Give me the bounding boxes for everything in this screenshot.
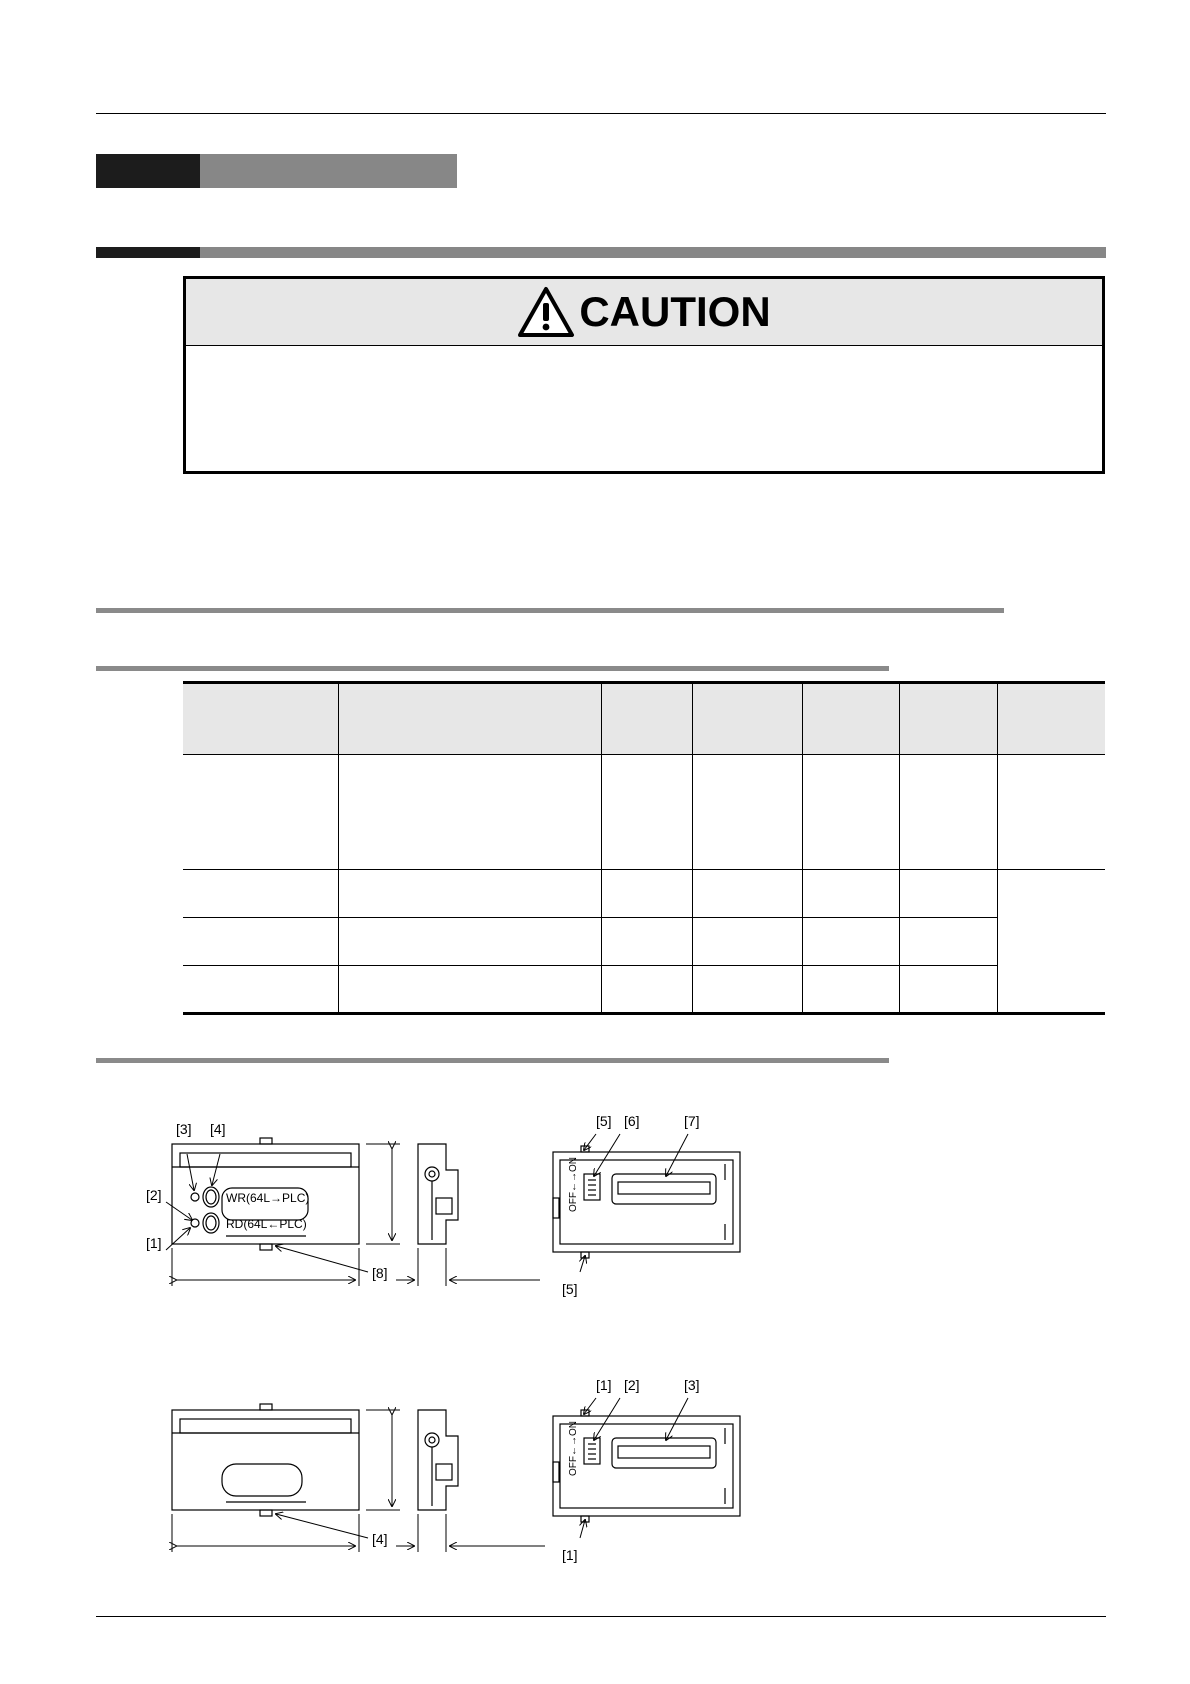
table-cell — [692, 918, 802, 966]
chapter-heading-bar — [200, 154, 457, 188]
caution-box — [183, 276, 1105, 474]
table-cell — [692, 966, 802, 1014]
callout-5-top: [5] — [596, 1113, 612, 1129]
table-cell — [692, 870, 802, 918]
table-cell — [601, 870, 692, 918]
section-heading-bar — [200, 247, 1106, 258]
callout-5-bottom: [5] — [562, 1281, 578, 1297]
table-row — [183, 870, 1105, 918]
table-merged-cell — [997, 870, 1105, 1014]
table-cell — [899, 918, 997, 966]
figure-2-diagram — [0, 1356, 1190, 1576]
table-cell — [997, 755, 1105, 870]
table-cell — [183, 966, 338, 1014]
table-cell — [601, 918, 692, 966]
table-header-cell — [899, 683, 997, 755]
chapter-heading-marker — [96, 154, 200, 188]
callout-8: [8] — [372, 1265, 388, 1281]
footer-rule — [96, 1616, 1106, 1617]
table-cell — [338, 870, 601, 918]
table-cell — [338, 755, 601, 870]
warning-triangle-icon — [517, 286, 575, 338]
led-rd-label: RD(64L←PLC) — [226, 1217, 307, 1231]
switch-label: OFF←→ON — [568, 1157, 579, 1212]
table-cell — [601, 966, 692, 1014]
table-header-cell — [338, 683, 601, 755]
table-cell — [802, 966, 899, 1014]
callout-6: [6] — [624, 1113, 640, 1129]
table-cell — [601, 755, 692, 870]
callout-1-top: [1] — [596, 1377, 612, 1393]
callout-3: [3] — [176, 1121, 192, 1137]
figure-1-diagram — [0, 1090, 1190, 1320]
caution-title: CAUTION — [579, 288, 771, 335]
section-heading-marker — [96, 247, 200, 258]
table-header-cell — [997, 683, 1105, 755]
table-header-cell — [183, 683, 338, 755]
subsection-rule-2 — [96, 666, 889, 671]
table-cell — [183, 755, 338, 870]
table-cell — [899, 966, 997, 1014]
table-cell — [692, 755, 802, 870]
table-row — [183, 966, 1105, 1014]
table-header-cell — [802, 683, 899, 755]
table-cell — [338, 918, 601, 966]
callout-7: [7] — [684, 1113, 700, 1129]
table-header-cell — [601, 683, 692, 755]
table-cell — [899, 755, 997, 870]
table-row — [183, 755, 1105, 870]
switch-label: OFF←→ON — [568, 1421, 579, 1476]
caution-header — [186, 279, 1102, 346]
table-cell — [183, 918, 338, 966]
callout-4: [4] — [210, 1121, 226, 1137]
header-rule — [96, 113, 1106, 114]
callout-4: [4] — [372, 1531, 388, 1547]
table-cell — [802, 918, 899, 966]
spec-table — [183, 681, 1105, 1015]
callout-2: [2] — [624, 1377, 640, 1393]
table-header-row — [183, 683, 1105, 755]
callout-1-bottom: [1] — [562, 1547, 578, 1563]
led-wr-label: WR(64L→PLC) — [226, 1191, 310, 1205]
table-cell — [338, 966, 601, 1014]
callout-1: [1] — [146, 1235, 162, 1251]
subsection-rule-1 — [96, 608, 1004, 613]
table-cell — [802, 870, 899, 918]
callout-3: [3] — [684, 1377, 700, 1393]
table-cell — [183, 870, 338, 918]
table-header-cell — [692, 683, 802, 755]
table-row — [183, 918, 1105, 966]
subsection-rule-3 — [96, 1058, 889, 1063]
callout-2: [2] — [146, 1187, 162, 1203]
table-cell — [899, 870, 997, 918]
table-cell — [802, 755, 899, 870]
